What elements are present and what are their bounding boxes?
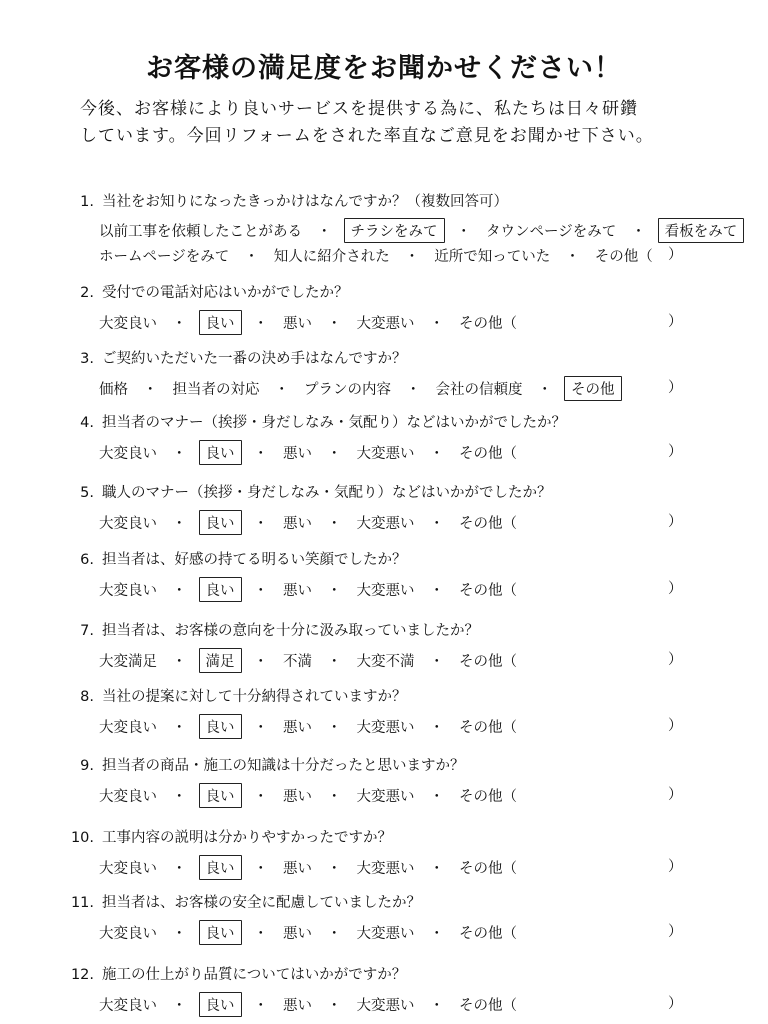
separator-dot: ・ [404,249,420,265]
answer-option[interactable]: 悪い [283,926,312,942]
answer-option[interactable]: 大変悪い [356,720,415,736]
separator-dot: ・ [327,654,342,670]
answer-option[interactable]: その他（ [459,998,517,1014]
answer-option[interactable]: 大変悪い [356,446,415,462]
separator-dot: ・ [429,654,444,670]
close-paren: ） [668,859,683,875]
close-paren: ） [668,581,683,597]
answer-option[interactable]: 悪い [283,720,312,736]
question-4 [64,411,566,432]
answer-option[interactable]: 悪い [283,861,312,877]
answer-option[interactable]: 悪い [283,516,312,532]
separator-dot: ・ [253,446,268,462]
answer-option[interactable]: 大変良い [99,720,157,736]
separator-dot: ・ [253,998,268,1014]
answer-option-selected[interactable]: 良い [199,510,242,535]
answer-option[interactable]: タウンページをみて [486,224,617,240]
separator-dot: ・ [406,382,421,398]
question-5 [64,481,552,502]
separator-dot: ・ [253,316,268,332]
separator-dot: ・ [327,516,342,532]
separator-dot: ・ [631,224,646,240]
close-paren: ） [668,787,683,803]
answer-option[interactable]: 価格 [99,382,128,398]
close-paren: ） [668,380,683,396]
question-number: 3. [80,351,94,367]
separator-dot: ・ [172,583,187,599]
question-1 [64,190,508,211]
question-text: 受付での電話対応はいかがでしたか？ [102,285,349,301]
close-paren: ） [668,652,683,668]
question-text: 当社をお知りになったきっかけはなんですか？（複数回答可） [102,194,508,210]
question-number: 8. [80,689,94,705]
question-10 [64,826,392,847]
separator-dot: ・ [429,720,444,736]
question-9-options-row [96,783,520,808]
question-12-options-row [96,992,520,1017]
separator-dot: ・ [429,316,444,332]
question-3 [64,347,407,368]
close-paren: ） [668,718,683,734]
answer-option[interactable]: 大変悪い [356,998,415,1014]
intro-line-1: 今後、お客様により良いサービスを提供する為に、私たちは日々研鑽 [80,99,638,119]
separator-dot: ・ [429,583,444,599]
question-9 [64,754,465,775]
question-8 [64,685,407,706]
separator-dot: ・ [253,926,268,942]
answer-option[interactable]: 知人に紹介された [273,249,390,265]
separator-dot: ・ [317,224,332,240]
separator-dot: ・ [429,998,444,1014]
separator-dot: ・ [327,926,342,942]
answer-option[interactable]: 不満 [283,654,312,670]
separator-dot: ・ [253,789,268,805]
answer-option[interactable]: 悪い [283,316,312,332]
separator-dot: ・ [327,998,342,1014]
question-1-options-row [96,218,744,243]
answer-option[interactable]: その他（ [459,720,517,736]
separator-dot: ・ [274,382,289,398]
question-10-options-row [96,855,520,880]
question-2-options-row [96,310,520,335]
page-title: お客様の満足度をお聞かせください！ [146,53,622,84]
answer-option[interactable]: プランの内容 [304,382,391,398]
question-text: 工事内容の説明は分かりやすかったですか？ [102,830,392,846]
question-6 [64,548,407,569]
separator-dot: ・ [172,654,187,670]
close-paren: ） [668,514,683,530]
answer-option[interactable]: 大変良い [99,926,157,942]
separator-dot: ・ [327,789,342,805]
question-2 [64,281,349,302]
separator-dot: ・ [429,446,444,462]
answer-option[interactable]: その他（ [459,789,517,805]
separator-dot: ・ [327,583,342,599]
separator-dot: ・ [429,861,444,877]
separator-dot: ・ [172,926,187,942]
separator-dot: ・ [456,224,471,240]
question-5-options-row [96,510,520,535]
separator-dot: ・ [244,249,259,265]
answer-option[interactable]: 大変良い [99,583,157,599]
question-number: 11. [70,895,94,911]
question-1-options-row [96,243,656,268]
separator-dot: ・ [253,861,268,877]
separator-dot: ・ [253,654,268,670]
answer-option[interactable]: その他（ [459,446,517,462]
answer-option[interactable]: 大変良い [99,516,157,532]
answer-option[interactable]: 悪い [283,789,312,805]
answer-option[interactable]: 大変良い [99,789,157,805]
close-paren: ） [668,314,683,330]
close-paren: ） [668,247,683,263]
answer-option[interactable]: その他（ [459,861,517,877]
question-number: 12. [70,967,94,983]
answer-option[interactable]: 悪い [283,583,312,599]
question-text: 担当者の商品・施工の知識は十分だったと思いますか？ [102,758,465,774]
question-number: 5. [80,485,94,501]
answer-option[interactable]: 大変悪い [356,583,415,599]
question-number: 9. [80,758,94,774]
separator-dot: ・ [429,789,444,805]
answer-option-selected[interactable]: 良い [199,783,242,808]
answer-option[interactable]: 会社の信頼度 [435,382,523,398]
answer-option-selected[interactable]: チラシをみて [344,218,445,243]
question-text: 当社の提案に対して十分納得されていますか？ [102,689,407,705]
question-number: 2. [80,285,94,301]
separator-dot: ・ [172,516,187,532]
separator-dot: ・ [537,382,552,398]
question-text: 担当者は、好感の持てる明るい笑顔でしたか？ [102,552,407,568]
answer-option-selected[interactable]: 看板をみて [658,218,745,243]
answer-option[interactable]: その他（ [459,654,517,670]
question-text: 担当者は、お客様の安全に配慮していましたか？ [102,895,421,911]
close-paren: ） [668,996,683,1012]
answer-option-selected[interactable]: 良い [199,855,242,880]
separator-dot: ・ [327,861,342,877]
question-number: 10. [70,830,94,846]
answer-option-selected[interactable]: 満足 [199,648,242,673]
answer-option[interactable]: その他（ [594,249,653,265]
answer-option[interactable]: 以前工事を依頼したことがある [99,224,302,240]
answer-option-selected[interactable]: 良い [199,310,242,335]
separator-dot: ・ [327,720,342,736]
question-4-options-row [96,440,520,465]
answer-option[interactable]: 大変悪い [356,316,415,332]
answer-option[interactable]: 近所で知っていた [434,249,551,265]
question-text: 施工の仕上がり品質についてはいかがですか？ [102,967,407,983]
answer-option[interactable]: 大変満足 [99,654,157,670]
question-6-options-row [96,577,520,602]
separator-dot: ・ [429,926,444,942]
close-paren: ） [668,924,683,940]
question-8-options-row [96,714,520,739]
separator-dot: ・ [429,516,444,532]
answer-option[interactable]: 大変悪い [356,516,415,532]
answer-option-selected[interactable]: その他 [564,376,622,401]
answer-option-selected[interactable]: 良い [199,920,242,945]
question-text: 職人のマナー（挨拶・身だしなみ・気配り）などはいかがでしたか？ [102,485,552,501]
question-11 [64,891,421,912]
answer-option[interactable]: 大変悪い [356,861,415,877]
question-11-options-row [96,920,520,945]
answer-option[interactable]: 大変悪い [356,926,415,942]
question-number: 6. [80,552,94,568]
separator-dot: ・ [172,316,187,332]
answer-option[interactable]: その他（ [459,583,517,599]
separator-dot: ・ [253,583,268,599]
question-12 [64,963,406,984]
answer-option[interactable]: その他（ [459,516,517,532]
answer-option[interactable]: 大変良い [99,316,157,332]
question-text: 担当者のマナー（挨拶・身だしなみ・気配り）などはいかがでしたか？ [102,415,566,431]
question-text: 担当者は、お客様の意向を十分に汲み取っていましたか？ [102,623,479,639]
answer-option[interactable]: 大変良い [99,861,157,877]
separator-dot: ・ [172,789,187,805]
answer-option[interactable]: 大変不満 [356,654,415,670]
separator-dot: ・ [327,316,342,332]
separator-dot: ・ [327,446,342,462]
question-7-options-row [96,648,520,673]
answer-option-selected[interactable]: 良い [199,992,242,1017]
answer-option[interactable]: 大変悪い [356,789,415,805]
question-number: 7. [80,623,94,639]
answer-option[interactable]: 悪い [283,998,312,1014]
answer-option-selected[interactable]: 良い [199,714,242,739]
answer-option[interactable]: その他（ [459,926,517,942]
answer-option[interactable]: 担当者の対応 [172,382,260,398]
question-number: 1. [80,194,94,210]
separator-dot: ・ [143,382,158,398]
question-number: 4. [80,415,94,431]
answer-option[interactable]: ホームページをみて [99,249,230,265]
close-paren: ） [668,444,683,460]
separator-dot: ・ [172,720,187,736]
answer-option[interactable]: 大変良い [99,998,157,1014]
intro-line-2: しています。今回リフォームをされた率直なご意見をお聞かせ下さい。 [80,126,654,146]
separator-dot: ・ [253,516,268,532]
separator-dot: ・ [172,998,187,1014]
question-7 [64,619,479,640]
answer-option[interactable]: 大変良い [99,446,157,462]
answer-option[interactable]: その他（ [459,316,517,332]
answer-option-selected[interactable]: 良い [199,577,242,602]
question-text: ご契約いただいた一番の決め手はなんですか？ [102,351,407,367]
separator-dot: ・ [253,720,268,736]
answer-option-selected[interactable]: 良い [199,440,242,465]
separator-dot: ・ [172,861,187,877]
answer-option[interactable]: 悪い [283,446,312,462]
separator-dot: ・ [172,446,187,462]
question-3-options-row [96,376,622,401]
separator-dot: ・ [565,249,580,265]
